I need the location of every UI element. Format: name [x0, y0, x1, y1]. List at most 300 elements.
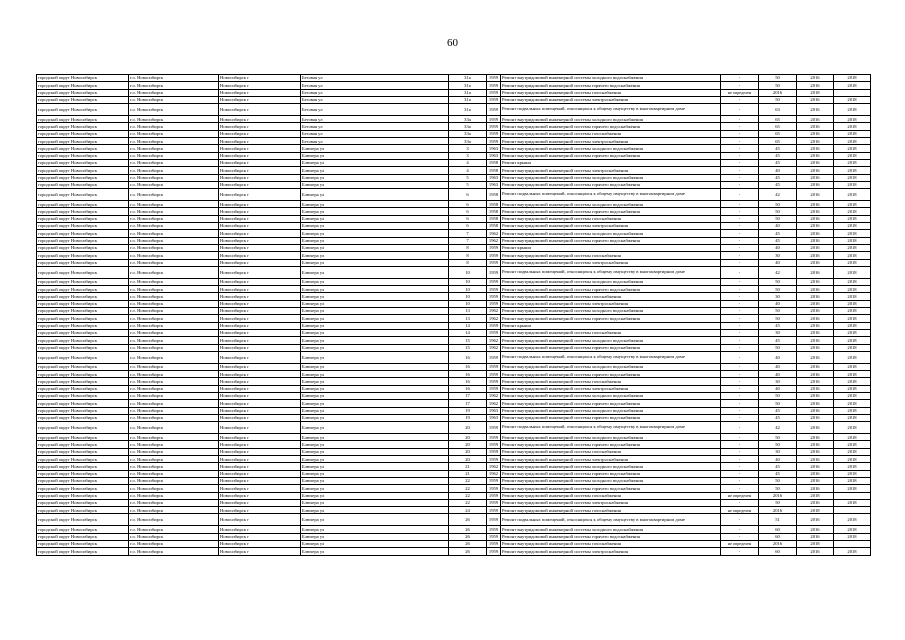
year-built-cell: 1959 [487, 533, 501, 540]
street-cell: Блюхера ул [301, 385, 449, 392]
cost-cell: 51 [759, 514, 797, 526]
year-to-cell: 2018 [834, 434, 871, 441]
city-cell: Новосибирск г [219, 337, 301, 344]
municipality-cell: г.о. Новосибирск [129, 548, 219, 555]
municipality-cell: г.о. Новосибирск [129, 378, 219, 385]
status-cell: не определен [721, 492, 759, 499]
table-row [37, 329, 871, 336]
work-type-cell: Ремонт внутридомовой инженерной системы холодного водоснабжения [501, 116, 721, 123]
year-built-cell: 1963 [487, 414, 501, 421]
cost-cell: 40 [759, 456, 797, 463]
house-number-cell: 3 [449, 152, 487, 159]
year-to-cell: 2018 [834, 315, 871, 322]
year-built-cell: 1959 [487, 507, 501, 514]
city-cell: Новосибирск г [219, 152, 301, 159]
city-cell: Новосибирск г [219, 174, 301, 181]
table-row [37, 123, 871, 130]
table-row [37, 167, 871, 174]
street-cell: Беговая ул [301, 104, 449, 116]
year-from-cell: 2016 [797, 533, 834, 540]
district-cell: городской округ Новосибирск [37, 286, 129, 293]
year-built-cell: 1959 [487, 259, 501, 266]
work-type-cell: Ремонт внутридомовой инженерной системы холодного водоснабжения [501, 463, 721, 470]
city-cell: Новосибирск г [219, 123, 301, 130]
house-number-cell: 22 [449, 499, 487, 506]
street-cell: Блюхера ул [301, 230, 449, 237]
year-to-cell: 2018 [834, 363, 871, 370]
year-from-cell: 2016 [797, 244, 834, 251]
house-number-cell: 33а [449, 116, 487, 123]
house-number-cell: 16 [449, 363, 487, 370]
street-cell: Блюхера ул [301, 259, 449, 266]
table-row [37, 470, 871, 477]
house-number-cell: 16 [449, 378, 487, 385]
year-to-cell: 2018 [834, 201, 871, 208]
house-number-cell: 10 [449, 300, 487, 307]
year-from-cell: 2016 [797, 407, 834, 414]
year-to-cell: 2018 [834, 293, 871, 300]
status-cell: - [721, 434, 759, 441]
year-from-cell: 2016 [797, 485, 834, 492]
year-to-cell: 2018 [834, 448, 871, 455]
year-to-cell: 2018 [834, 237, 871, 244]
district-cell: городской округ Новосибирск [37, 208, 129, 215]
year-built-cell: 1958 [487, 215, 501, 222]
city-cell: Новосибирск г [219, 456, 301, 463]
municipality-cell: г.о. Новосибирск [129, 96, 219, 103]
city-cell: Новосибирск г [219, 208, 301, 215]
street-cell: Блюхера ул [301, 371, 449, 378]
year-built-cell: 1959 [487, 138, 501, 145]
year-from-cell: 2016 [797, 308, 834, 315]
year-built-cell: 1959 [487, 441, 501, 448]
table-row [37, 152, 871, 159]
table-row [37, 514, 871, 526]
year-built-cell: 1959 [487, 96, 501, 103]
street-cell: Блюхера ул [301, 363, 449, 370]
cost-cell: 60 [759, 533, 797, 540]
cost-cell: 30 [759, 293, 797, 300]
municipality-cell: г.о. Новосибирск [129, 456, 219, 463]
cost-cell: 65 [759, 138, 797, 145]
work-type-cell: Ремонт внутридомовой инженерной системы газоснабжения [501, 293, 721, 300]
city-cell: Новосибирск г [219, 378, 301, 385]
district-cell: городской округ Новосибирск [37, 441, 129, 448]
street-cell: Блюхера ул [301, 152, 449, 159]
district-cell: городской округ Новосибирск [37, 82, 129, 89]
year-to-cell: 2018 [834, 322, 871, 329]
district-cell: городской округ Новосибирск [37, 252, 129, 259]
house-number-cell: 4 [449, 159, 487, 166]
district-cell: городской округ Новосибирск [37, 201, 129, 208]
cost-cell: 50 [759, 499, 797, 506]
district-cell: городской округ Новосибирск [37, 385, 129, 392]
municipality-cell: г.о. Новосибирск [129, 448, 219, 455]
year-from-cell: 2016 [797, 215, 834, 222]
municipality-cell: г.о. Новосибирск [129, 434, 219, 441]
year-built-cell: 1959 [487, 244, 501, 251]
year-built-cell: 1959 [487, 300, 501, 307]
status-cell: - [721, 300, 759, 307]
table-row [37, 300, 871, 307]
work-type-cell: Ремонт внутридомовой инженерной системы газоснабжения [501, 89, 721, 96]
year-to-cell: 2018 [834, 252, 871, 259]
status-cell: - [721, 145, 759, 152]
year-from-cell: 2016 [797, 337, 834, 344]
year-built-cell: 1959 [487, 329, 501, 336]
table-row [37, 548, 871, 555]
municipality-cell: г.о. Новосибирск [129, 470, 219, 477]
status-cell: - [721, 123, 759, 130]
status-cell: - [721, 351, 759, 363]
work-type-cell: Ремонт внутридомовой инженерной системы горячего водоснабжения [501, 441, 721, 448]
municipality-cell: г.о. Новосибирск [129, 123, 219, 130]
status-cell: - [721, 400, 759, 407]
status-cell: - [721, 252, 759, 259]
year-to-cell: 2018 [834, 414, 871, 421]
table-row [37, 337, 871, 344]
house-number-cell: 16 [449, 351, 487, 363]
work-type-cell: Ремонт подвальных помещений, относящихся к общему имуществу в многоквартирном доме [501, 514, 721, 526]
street-cell: Блюхера ул [301, 407, 449, 414]
house-number-cell: 26 [449, 548, 487, 555]
status-cell: - [721, 215, 759, 222]
house-number-cell: 31а [449, 104, 487, 116]
street-cell: Блюхера ул [301, 526, 449, 533]
year-from-cell: 2016 [797, 448, 834, 455]
work-type-cell: Ремонт внутридомовой инженерной системы холодного водоснабжения [501, 278, 721, 285]
status-cell: - [721, 499, 759, 506]
house-number-cell: 14 [449, 329, 487, 336]
municipality-cell: г.о. Новосибирск [129, 130, 219, 137]
city-cell: Новосибирск г [219, 344, 301, 351]
work-type-cell: Ремонт внутридомовой инженерной системы электроснабжения [501, 259, 721, 266]
work-type-cell: Ремонт внутридомовой инженерной системы горячего водоснабжения [501, 286, 721, 293]
year-built-cell: 1962 [487, 230, 501, 237]
district-cell: городской округ Новосибирск [37, 223, 129, 230]
city-cell: Новосибирск г [219, 315, 301, 322]
district-cell: городской округ Новосибирск [37, 378, 129, 385]
municipality-cell: г.о. Новосибирск [129, 189, 219, 201]
cost-cell: 50 [759, 215, 797, 222]
cost-cell: 42 [759, 189, 797, 201]
municipality-cell: г.о. Новосибирск [129, 300, 219, 307]
year-to-cell: 2018 [834, 286, 871, 293]
table-row [37, 230, 871, 237]
year-from-cell: 2016 [797, 477, 834, 484]
year-to-cell: 2018 [834, 138, 871, 145]
street-cell: Блюхера ул [301, 344, 449, 351]
year-built-cell: 1959 [487, 499, 501, 506]
year-to-cell [834, 541, 871, 548]
year-from-cell: 2016 [797, 230, 834, 237]
work-type-cell: Ремонт внутридомовой инженерной системы электроснабжения [501, 300, 721, 307]
city-cell: Новосибирск г [219, 463, 301, 470]
year-from-cell: 2016 [797, 116, 834, 123]
street-cell: Беговая ул [301, 138, 449, 145]
status-cell: - [721, 278, 759, 285]
year-from-cell: 2016 [797, 167, 834, 174]
district-cell: городской округ Новосибирск [37, 344, 129, 351]
status-cell: - [721, 96, 759, 103]
year-to-cell: 2018 [834, 441, 871, 448]
street-cell: Блюхера ул [301, 244, 449, 251]
house-number-cell: 21 [449, 470, 487, 477]
city-cell: Новосибирск г [219, 414, 301, 421]
year-built-cell: 1959 [487, 548, 501, 555]
work-type-cell: Ремонт внутридомовой инженерной системы горячего водоснабжения [501, 181, 721, 188]
year-to-cell: 2018 [834, 215, 871, 222]
table-row [37, 208, 871, 215]
work-type-cell: Ремонт внутридомовой инженерной системы холодного водоснабжения [501, 392, 721, 399]
table-row [37, 315, 871, 322]
street-cell: Беговая ул [301, 123, 449, 130]
city-cell: Новосибирск г [219, 548, 301, 555]
municipality-cell: г.о. Новосибирск [129, 308, 219, 315]
house-number-cell: 8 [449, 244, 487, 251]
city-cell: Новосибирск г [219, 485, 301, 492]
house-number-cell: 6 [449, 223, 487, 230]
district-cell: городской округ Новосибирск [37, 322, 129, 329]
table-row [37, 485, 871, 492]
status-cell: - [721, 329, 759, 336]
district-cell: городской округ Новосибирск [37, 315, 129, 322]
municipality-cell: г.о. Новосибирск [129, 533, 219, 540]
table-row [37, 541, 871, 548]
municipality-cell: г.о. Новосибирск [129, 485, 219, 492]
year-to-cell: 2018 [834, 130, 871, 137]
city-cell: Новосибирск г [219, 237, 301, 244]
year-to-cell: 2018 [834, 181, 871, 188]
status-cell: не определен [721, 507, 759, 514]
city-cell: Новосибирск г [219, 371, 301, 378]
municipality-cell: г.о. Новосибирск [129, 344, 219, 351]
work-type-cell: Ремонт внутридомовой инженерной системы газоснабжения [501, 507, 721, 514]
year-from-cell: 2016 [797, 322, 834, 329]
table-row [37, 104, 871, 116]
house-number-cell: 17 [449, 392, 487, 399]
table-row [37, 96, 871, 103]
year-built-cell: 1963 [487, 174, 501, 181]
street-cell: Блюхера ул [301, 477, 449, 484]
year-built-cell: 1962 [487, 337, 501, 344]
work-type-cell: Ремонт внутридомовой инженерной системы холодного водоснабжения [501, 201, 721, 208]
street-cell: Блюхера ул [301, 470, 449, 477]
year-built-cell: 1963 [487, 407, 501, 414]
municipality-cell: г.о. Новосибирск [129, 181, 219, 188]
status-cell: - [721, 448, 759, 455]
house-number-cell: 20 [449, 441, 487, 448]
cost-cell: 45 [759, 322, 797, 329]
street-cell: Беговая ул [301, 116, 449, 123]
district-cell: городской округ Новосибирск [37, 145, 129, 152]
year-built-cell: 1959 [487, 363, 501, 370]
city-cell: Новосибирск г [219, 308, 301, 315]
municipality-cell: г.о. Новосибирск [129, 82, 219, 89]
city-cell: Новосибирск г [219, 145, 301, 152]
house-number-cell: 10 [449, 278, 487, 285]
municipality-cell: г.о. Новосибирск [129, 237, 219, 244]
repair-schedule-table [36, 74, 871, 556]
work-type-cell: Ремонт внутридомовой инженерной системы горячего водоснабжения [501, 237, 721, 244]
status-cell: - [721, 485, 759, 492]
municipality-cell: г.о. Новосибирск [129, 329, 219, 336]
street-cell: Блюхера ул [301, 414, 449, 421]
year-to-cell: 2018 [834, 485, 871, 492]
table-row [37, 308, 871, 315]
year-built-cell: 1959 [487, 378, 501, 385]
cost-cell: 40 [759, 363, 797, 370]
table-row [37, 371, 871, 378]
district-cell: городской округ Новосибирск [37, 123, 129, 130]
year-built-cell: 1958 [487, 159, 501, 166]
table-row [37, 422, 871, 434]
street-cell: Блюхера ул [301, 392, 449, 399]
city-cell: Новосибирск г [219, 96, 301, 103]
year-from-cell: 2016 [797, 223, 834, 230]
cost-cell: 42 [759, 266, 797, 278]
street-cell: Блюхера ул [301, 286, 449, 293]
city-cell: Новосибирск г [219, 293, 301, 300]
year-to-cell: 2018 [834, 470, 871, 477]
status-cell: - [721, 167, 759, 174]
year-built-cell: 1959 [487, 82, 501, 89]
status-cell: - [721, 138, 759, 145]
district-cell: городской округ Новосибирск [37, 541, 129, 548]
work-type-cell: Ремонт внутридомовой инженерной системы газоснабжения [501, 130, 721, 137]
year-from-cell: 2016 [797, 145, 834, 152]
cost-cell: 45 [759, 407, 797, 414]
year-built-cell: 1959 [487, 89, 501, 96]
year-built-cell: 1959 [487, 104, 501, 116]
table-row [37, 322, 871, 329]
city-cell: Новосибирск г [219, 526, 301, 533]
year-to-cell: 2018 [834, 104, 871, 116]
street-cell: Блюхера ул [301, 422, 449, 434]
year-built-cell: 1962 [487, 400, 501, 407]
city-cell: Новосибирск г [219, 322, 301, 329]
street-cell: Блюхера ул [301, 189, 449, 201]
work-type-cell: Ремонт внутридомовой инженерной системы электроснабжения [501, 167, 721, 174]
city-cell: Новосибирск г [219, 286, 301, 293]
year-built-cell: 1958 [487, 201, 501, 208]
table-row [37, 351, 871, 363]
district-cell: городской округ Новосибирск [37, 215, 129, 222]
house-number-cell: 8 [449, 259, 487, 266]
district-cell: городской округ Новосибирск [37, 96, 129, 103]
district-cell: городской округ Новосибирск [37, 526, 129, 533]
city-cell: Новосибирск г [219, 407, 301, 414]
status-cell: - [721, 286, 759, 293]
cost-cell: 40 [759, 167, 797, 174]
city-cell: Новосибирск г [219, 541, 301, 548]
table-row [37, 215, 871, 222]
house-number-cell: 7 [449, 230, 487, 237]
city-cell: Новосибирск г [219, 533, 301, 540]
municipality-cell: г.о. Новосибирск [129, 351, 219, 363]
house-number-cell: 31а [449, 89, 487, 96]
year-to-cell [834, 507, 871, 514]
work-type-cell: Ремонт внутридомовой инженерной системы холодного водоснабжения [501, 337, 721, 344]
year-from-cell: 2016 [797, 422, 834, 434]
district-cell: городской округ Новосибирск [37, 259, 129, 266]
cost-cell: 50 [759, 400, 797, 407]
year-from-cell: 2018 [797, 492, 834, 499]
city-cell: Новосибирск г [219, 230, 301, 237]
district-cell: городской округ Новосибирск [37, 363, 129, 370]
district-cell: городской округ Новосибирск [37, 392, 129, 399]
city-cell: Новосибирск г [219, 252, 301, 259]
house-number-cell: 10 [449, 286, 487, 293]
street-cell: Блюхера ул [301, 215, 449, 222]
house-number-cell: 26 [449, 533, 487, 540]
city-cell: Новосибирск г [219, 82, 301, 89]
house-number-cell: 16 [449, 371, 487, 378]
city-cell: Новосибирск г [219, 116, 301, 123]
table-row [37, 392, 871, 399]
street-cell: Беговая ул [301, 75, 449, 82]
city-cell: Новосибирск г [219, 499, 301, 506]
table-row [37, 286, 871, 293]
house-number-cell: 26 [449, 541, 487, 548]
street-cell: Блюхера ул [301, 463, 449, 470]
year-from-cell: 2016 [797, 293, 834, 300]
street-cell: Блюхера ул [301, 266, 449, 278]
municipality-cell: г.о. Новосибирск [129, 392, 219, 399]
year-to-cell: 2018 [834, 477, 871, 484]
district-cell: городской округ Новосибирск [37, 400, 129, 407]
year-to-cell: 2018 [834, 208, 871, 215]
year-from-cell: 2016 [797, 138, 834, 145]
street-cell: Блюхера ул [301, 174, 449, 181]
cost-cell: 30 [759, 448, 797, 455]
work-type-cell: Ремонт внутридомовой инженерной системы холодного водоснабжения [501, 526, 721, 533]
cost-cell: 50 [759, 308, 797, 315]
house-number-cell: 8 [449, 252, 487, 259]
year-to-cell: 2018 [834, 463, 871, 470]
work-type-cell: Ремонт внутридомовой инженерной системы газоснабжения [501, 378, 721, 385]
house-number-cell: 14 [449, 322, 487, 329]
table-row [37, 477, 871, 484]
district-cell: городской округ Новосибирск [37, 189, 129, 201]
year-from-cell: 2016 [797, 414, 834, 421]
year-from-cell: 2016 [797, 104, 834, 116]
year-to-cell: 2018 [834, 422, 871, 434]
street-cell: Блюхера ул [301, 434, 449, 441]
city-cell: Новосибирск г [219, 201, 301, 208]
table-row [37, 293, 871, 300]
status-cell: - [721, 378, 759, 385]
district-cell: городской округ Новосибирск [37, 237, 129, 244]
status-cell: - [721, 223, 759, 230]
municipality-cell: г.о. Новосибирск [129, 174, 219, 181]
status-cell: не определен [721, 89, 759, 96]
municipality-cell: г.о. Новосибирск [129, 215, 219, 222]
year-built-cell: 1958 [487, 208, 501, 215]
work-type-cell: Ремонт внутридомовой инженерной системы электроснабжения [501, 548, 721, 555]
cost-cell: 50 [759, 278, 797, 285]
year-from-cell: 2016 [797, 75, 834, 82]
status-cell: - [721, 237, 759, 244]
work-type-cell: Ремонт внутридомовой инженерной системы холодного водоснабжения [501, 145, 721, 152]
work-type-cell: Ремонт внутридомовой инженерной системы горячего водоснабжения [501, 152, 721, 159]
year-built-cell: 1959 [487, 266, 501, 278]
year-to-cell: 2018 [834, 385, 871, 392]
status-cell: - [721, 371, 759, 378]
year-built-cell: 1959 [487, 492, 501, 499]
work-type-cell: Ремонт внутридомовой инженерной системы газоснабжения [501, 215, 721, 222]
municipality-cell: г.о. Новосибирск [129, 266, 219, 278]
